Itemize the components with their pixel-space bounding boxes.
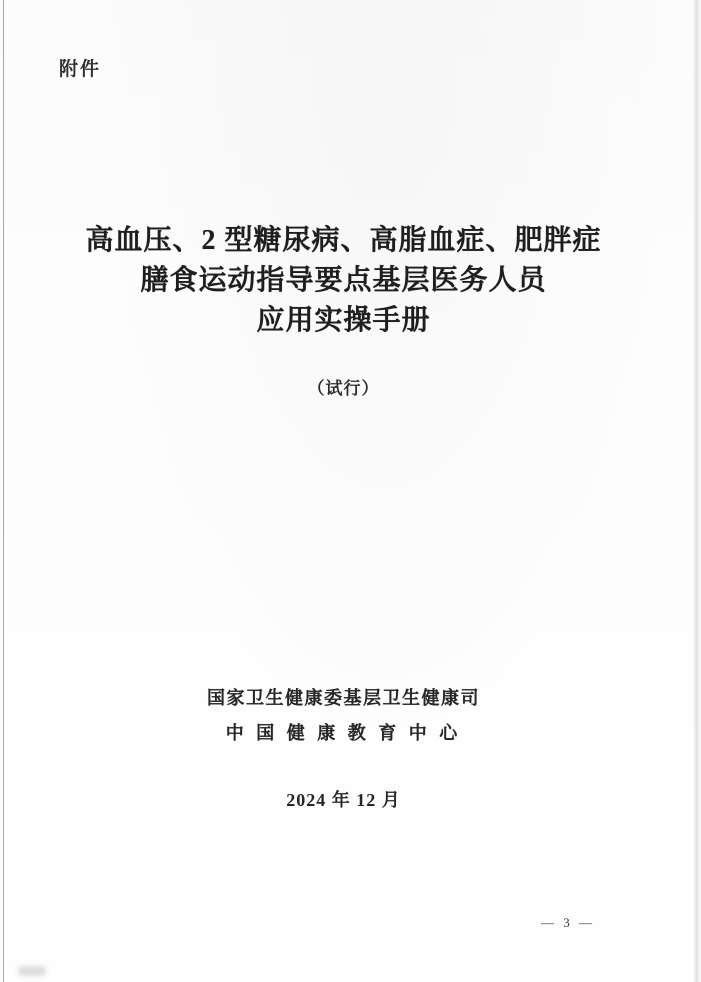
publisher-line-2: 中 国 健 康 教 育 中 心 <box>225 723 462 743</box>
title-line-3: 应用实操手册 <box>256 305 431 336</box>
publisher-line-1: 国家卫生健康委基层卫生健康司 <box>207 688 480 708</box>
scan-edge-left <box>3 0 4 982</box>
scan-edge-right <box>693 0 701 982</box>
scan-smudge <box>18 966 46 976</box>
title-line-1: 高血压、2 型糖尿病、高脂血症、肥胖症 <box>85 225 602 256</box>
page-number: — 3 — <box>541 915 595 930</box>
title-line-2: 膳食运动指导要点基层医务人员 <box>140 265 547 296</box>
attachment-label: 附件 <box>59 59 102 80</box>
document-title <box>0 221 687 341</box>
subtitle-trial-label: （试行） <box>307 379 380 398</box>
publication-date: 2024 年 12 月 <box>286 790 401 810</box>
